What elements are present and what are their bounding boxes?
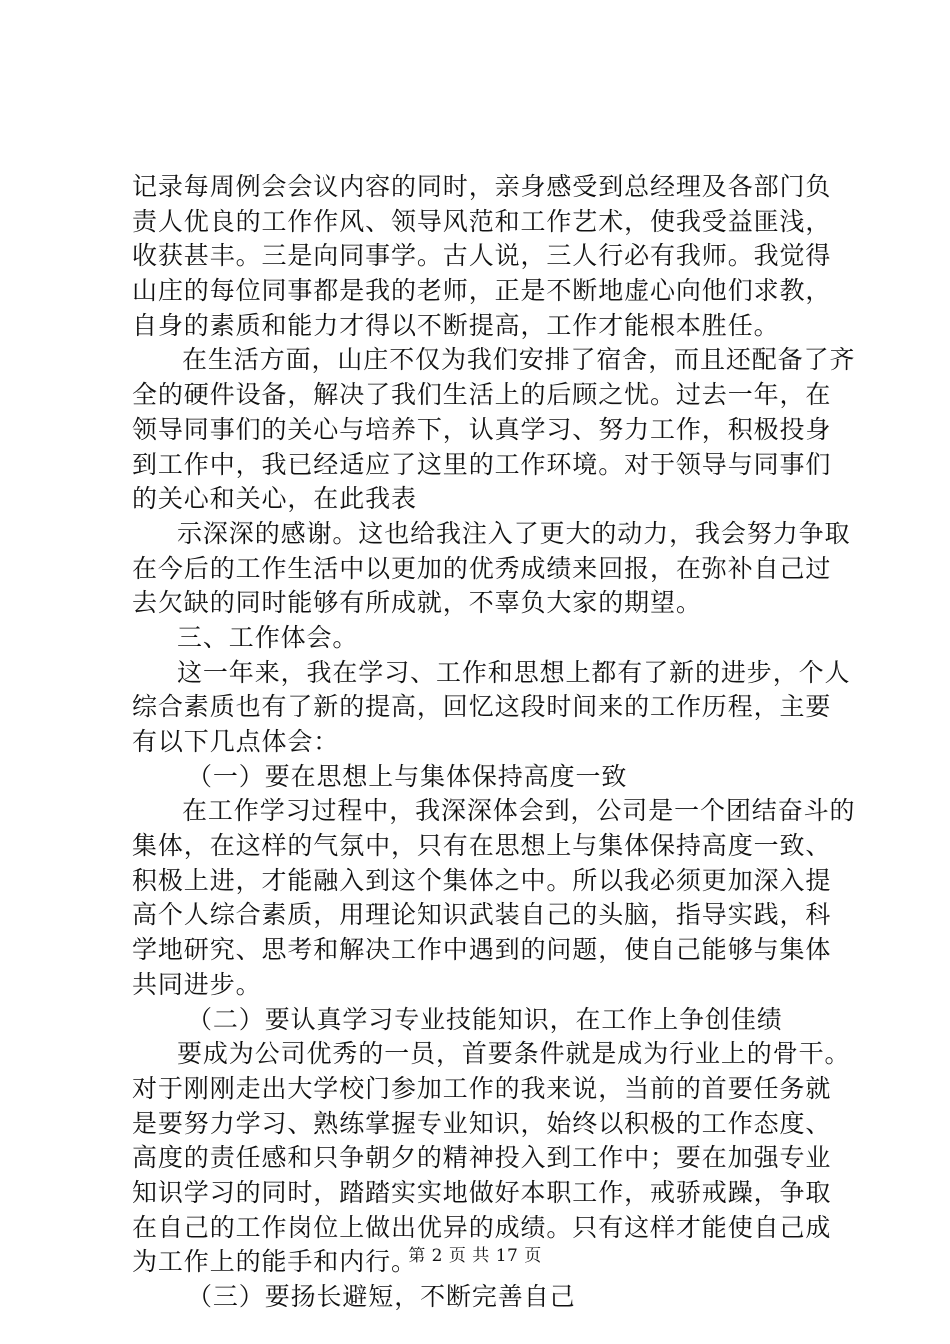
text-line: 自身的素质和能力才得以不断提高，工作才能根本胜任。 xyxy=(132,310,780,340)
text-line: 学地研究、思考和解决工作中遇到的问题，使自己能够与集体 xyxy=(132,935,832,965)
text-line: 要成为公司优秀的一员，首要条件就是成为行业上的骨干。 xyxy=(177,1039,851,1069)
text-line: 责人优良的工作作风、领导风范和工作艺术，使我受益匪浅， xyxy=(132,206,832,236)
text-line: 有以下几点体会： xyxy=(132,727,340,756)
text-line: 去欠缺的同时能够有所成就，不辜负大家的期望。 xyxy=(132,588,702,618)
text-line: 积极上进，才能融入到这个集体之中。所以我必须更加深入提 xyxy=(132,865,832,895)
text-line: 综合素质也有了新的提高，回忆这段时间来的工作历程，主要 xyxy=(132,692,832,722)
text-line: 全的硬件设备，解决了我们生活上的后顾之忧。过去一年，在 xyxy=(132,380,832,410)
text-line: 集体，在这样的气氛中，只有在思想上与集体保持高度一致、 xyxy=(132,831,832,861)
text-line: 在工作学习过程中，我深深体会到，公司是一个团结奋斗的 xyxy=(182,796,856,826)
text-line: （三）要扬长避短，不断完善自己 xyxy=(187,1282,576,1311)
text-line: 高度的责任感和只争朝夕的精神投入到工作中；要在加强专业 xyxy=(132,1143,832,1173)
text-line: 高个人综合素质，用理论知识武装自己的头脑，指导实践，科 xyxy=(132,900,832,930)
page-footer: 第 2 页 共 17 页 xyxy=(408,1246,542,1266)
text-line: 的关心和关心，在此我表 xyxy=(132,484,417,514)
text-line: 知识学习的同时，踏踏实实地做好本职工作，戒骄戒躁，争取 xyxy=(132,1177,832,1207)
text-line: 这一年来，我在学习、工作和思想上都有了新的进步，个人 xyxy=(177,657,851,687)
text-line: 在生活方面，山庄不仅为我们安排了宿舍，而且还配备了齐 xyxy=(182,345,856,375)
text-line: 对于刚刚走出大学校门参加工作的我来说，当前的首要任务就 xyxy=(132,1073,832,1103)
text-line: （二）要认真学习专业技能知识，在工作上争创佳绩 xyxy=(187,1004,783,1034)
text-line: 记录每周例会会议内容的同时，亲身感受到总经理及各部门负 xyxy=(132,172,832,201)
text-line: 领导同事们的关心与培养下，认真学习、努力工作，积极投身 xyxy=(132,414,832,444)
text-line: 在今后的工作生活中以更加的优秀成绩来回报，在弥补自己过 xyxy=(132,553,832,583)
text-line: 是要努力学习、熟练掌握专业知识，始终以积极的工作态度、 xyxy=(132,1108,832,1138)
text-line: 示深深的感谢。这也给我注入了更大的动力，我会努力争取 xyxy=(177,518,851,548)
text-line: 山庄的每位同事都是我的老师，正是不断地虚心向他们求教， xyxy=(132,276,832,306)
text-line: 收获甚丰。三是向同事学。古人说，三人行必有我师。我觉得 xyxy=(132,241,832,271)
document-body xyxy=(132,170,856,1315)
text-line: 到工作中，我已经适应了这里的工作环境。对于领导与同事们 xyxy=(132,449,832,479)
text-line: （一）要在思想上与集体保持高度一致 xyxy=(187,761,628,791)
text-line: 三、工作体会。 xyxy=(177,622,359,652)
text-line: 共同进步。 xyxy=(132,969,262,999)
text-line: 为工作上的能手和内行。 xyxy=(132,1247,417,1277)
text-line: 在自己的工作岗位上做出优异的成绩。只有这样才能使自己成 xyxy=(132,1212,832,1242)
